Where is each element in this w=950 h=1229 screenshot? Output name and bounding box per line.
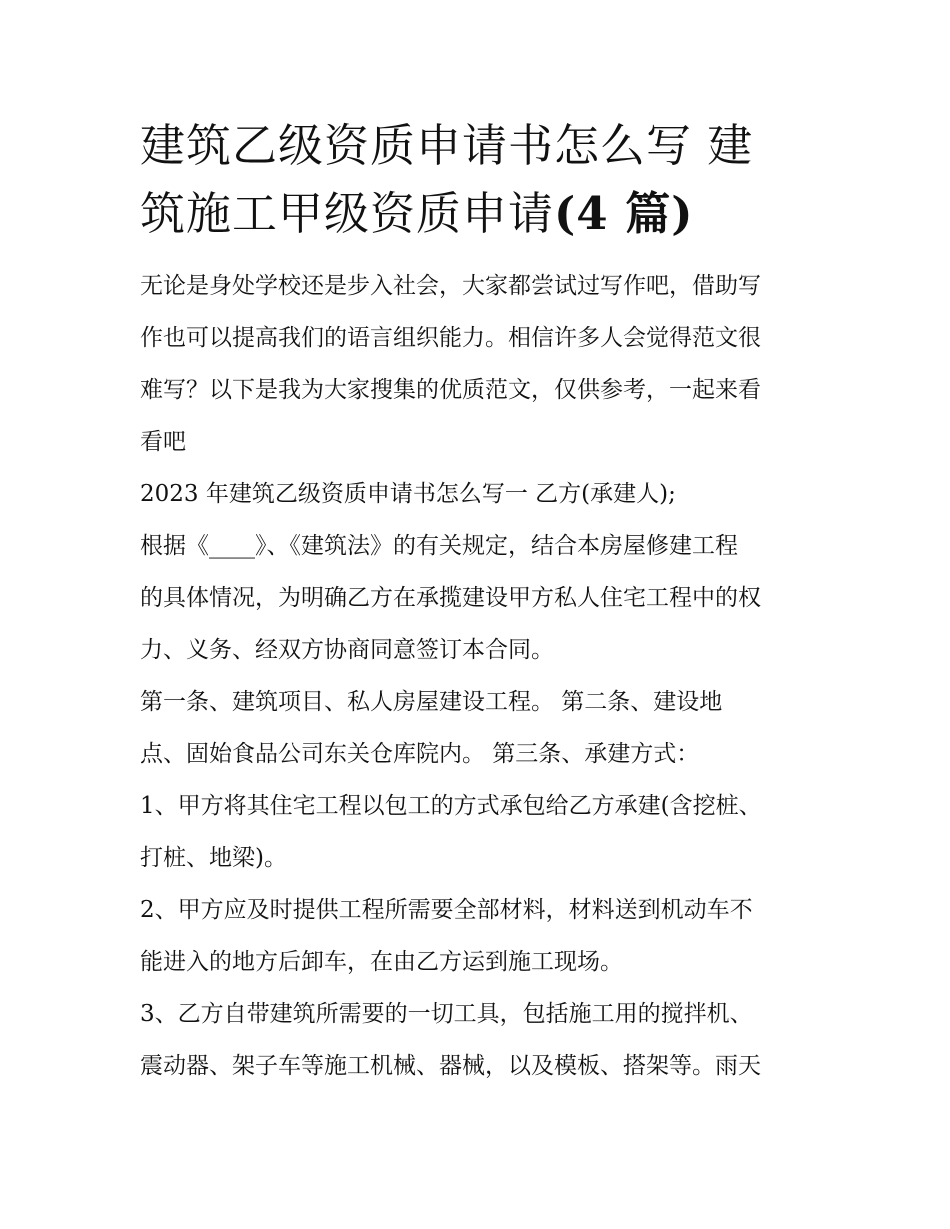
clause-2-paragraph (140, 884, 812, 988)
text-line: 难写？以下是我为大家搜集的优质范文，仅供参考，一起来看 (140, 377, 761, 403)
text-line: 打桩、地梁)。 (140, 845, 287, 871)
title-suffix: (4 篇) (554, 187, 694, 240)
text-line: 根据《____》、《建筑法》的有关规定，结合本房屋修建工程 (140, 533, 738, 559)
text-line: 能进入的地方后卸车，在由乙方运到施工现场。 (140, 949, 623, 975)
document-page (140, 112, 812, 1092)
title-line-1: 建筑乙级资质申请书怎么写 建 (140, 119, 754, 172)
text-line: 1、甲方将其住宅工程以包工的方式承包给乙方承建(含挖桩、 (140, 793, 762, 819)
intro-paragraph (140, 260, 812, 468)
title-line-2: 筑施工甲级资质申请 (140, 187, 555, 240)
clause-3-paragraph (140, 988, 812, 1092)
section-heading-paragraph (140, 468, 812, 520)
text-line: 震动器、架子车等施工机械、器械，以及模板、搭架等。雨天 (140, 1053, 761, 1079)
text-line: 看吧 (140, 429, 186, 455)
text-line: 无论是身处学校还是步入社会，大家都尝试过写作吧，借助写 (140, 273, 761, 299)
clause-1-paragraph (140, 780, 812, 884)
document-body (140, 260, 812, 1092)
text-line: 作也可以提高我们的语言组织能力。相信许多人会觉得范文很 (140, 325, 761, 351)
document-title (140, 112, 812, 248)
text-line: 点、固始食品公司东关仓库院内。 第三条、承建方式： (140, 741, 700, 767)
text-line: 的具体情况，为明确乙方在承揽建设甲方私人住宅工程中的权 (140, 585, 761, 611)
basis-paragraph (140, 520, 812, 676)
text-line: 3、乙方自带建筑所需要的一切工具，包括施工用的搅拌机、 (140, 1001, 753, 1027)
text-line: 第一条、建筑项目、私人房屋建设工程。 第二条、建设地 (140, 689, 723, 715)
text-line: 力、义务、经双方协商同意签订本合同。 (140, 637, 554, 663)
text-line: 2023 年建筑乙级资质申请书怎么写一 乙方(承建人); (140, 481, 676, 507)
text-line: 2、甲方应及时提供工程所需要全部材料，材料送到机动车不 (140, 897, 753, 923)
articles-paragraph (140, 676, 812, 780)
